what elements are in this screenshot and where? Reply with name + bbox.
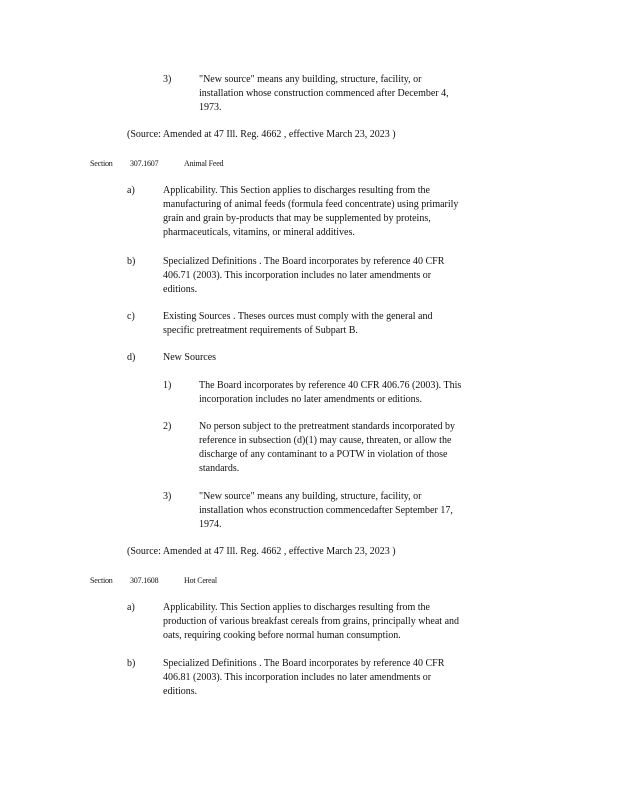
paragraph-line: specific pretreatment requirements of Subpart B. (163, 325, 358, 336)
section-heading (90, 575, 290, 587)
paragraph-line: "New source" means any building, structure, facility, or (199, 74, 422, 85)
paragraph-line: 406.81 (2003). This incorporation includes no later amendments or (163, 672, 432, 683)
paragraph-line: discharge of any contaminant to a POTW in violation of those (199, 449, 448, 460)
section-number: 307.1608 (130, 576, 159, 585)
subsection-label: b) (127, 256, 136, 267)
paragraph-line: Applicability. This Section applies to discharges resulting from the (163, 185, 430, 196)
paragraph-line: pharmaceuticals, vitamins, or mineral additives. (163, 227, 355, 238)
paragraph-line: Specialized Definitions . The Board incorporates by reference 40 CFR (163, 658, 445, 669)
paragraph-line: The Board incorporates by reference 40 CFR 406.76 (2003). This (199, 380, 462, 391)
subsection-label: c) (127, 311, 135, 322)
paragraph-line: editions. (163, 284, 198, 295)
source-note: (Source: Amended at 47 Ill. Reg. 4662 , effective March 23, 2023 ) (127, 129, 396, 140)
paragraph-line: reference in subsection (d)(1) may cause, threaten, or allow the (199, 435, 452, 446)
paragraph-line: manufacturing of animal feeds (formula feed concentrate) using primarily (163, 199, 459, 210)
section-title: Hot Cereal (184, 576, 217, 585)
paragraph-line: Specialized Definitions . The Board incorporates by reference 40 CFR (163, 256, 445, 267)
section-word: Section (90, 159, 113, 168)
subsection-label: a) (127, 602, 135, 613)
paragraph-line: No person subject to the pretreatment standards incorporated by (199, 421, 456, 432)
paragraph-line: installation whos econstruction commencedafter September 17, (199, 505, 453, 516)
item-label: 3) (163, 491, 172, 502)
item-label: 2) (163, 421, 172, 432)
source-note: (Source: Amended at 47 Ill. Reg. 4662 , effective March 23, 2023 ) (127, 546, 396, 557)
paragraph-line: "New source" means any building, structure, facility, or (199, 491, 422, 502)
paragraph-line: Applicability. This Section applies to discharges resulting from the (163, 602, 430, 613)
paragraph-line: incorporation includes no later amendments or editions. (199, 394, 422, 405)
paragraph-line: 406.71 (2003). This incorporation includes no later amendments or (163, 270, 432, 281)
paragraph-line: editions. (163, 686, 198, 697)
subsection-label: d) (127, 352, 136, 363)
subsection-heading: New Sources (163, 352, 217, 363)
paragraph-line: standards. (199, 463, 240, 474)
paragraph-line: 1974. (199, 519, 222, 530)
paragraph-line: Existing Sources . Theses ources must comply with the general and (163, 311, 433, 322)
paragraph-line: installation whose construction commenced after December 4, (199, 88, 449, 99)
section-heading (90, 158, 290, 170)
paragraph-line: grain and grain by-products that may be supplemented by proteins, (163, 213, 431, 224)
item-label: 3) (163, 74, 172, 85)
paragraph-line: 1973. (199, 102, 222, 113)
section-word: Section (90, 576, 113, 585)
subsection-label: a) (127, 185, 135, 196)
paragraph-line: oats, requiring cooking before normal human consumption. (163, 630, 401, 641)
subsection-label: b) (127, 658, 136, 669)
section-number: 307.1607 (130, 159, 159, 168)
paragraph-line: production of various breakfast cereals from grains, principally wheat and (163, 616, 460, 627)
item-label: 1) (163, 380, 172, 391)
section-title: Animal Feed (184, 159, 224, 168)
